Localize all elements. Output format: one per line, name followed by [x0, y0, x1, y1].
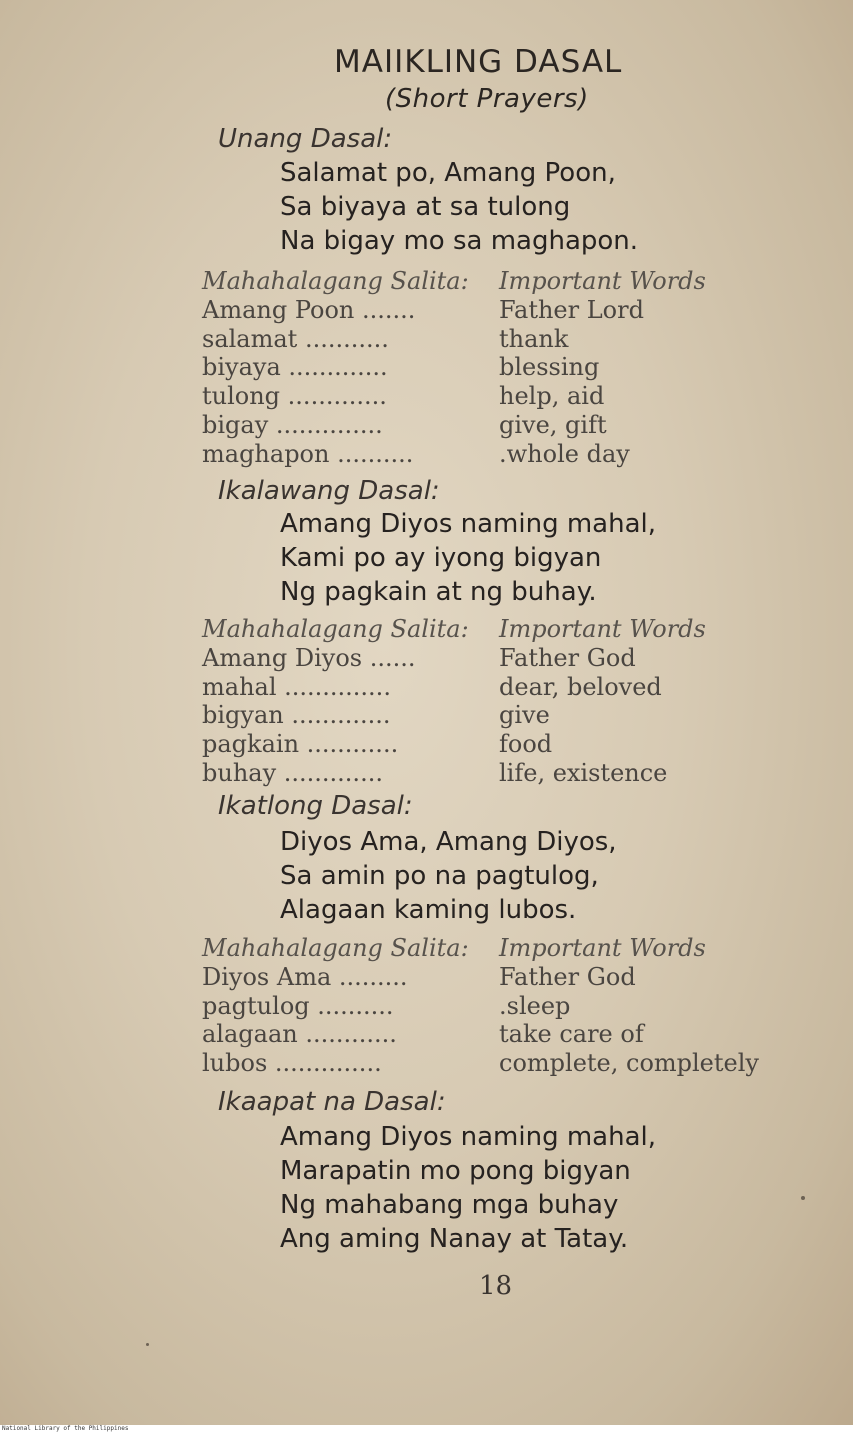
- vocab-term: mahal ..............: [202, 672, 391, 701]
- vocab-meaning: Father Lord: [499, 295, 644, 324]
- vocab-term: salamat ...........: [202, 324, 389, 353]
- vocab-header-left: Mahahalagang Salita:: [202, 615, 469, 643]
- vocab-meaning: dear, beloved: [499, 672, 662, 701]
- vocab-meaning: give, gift: [499, 410, 607, 439]
- vocab-term: lubos ..............: [202, 1049, 382, 1078]
- vocab-header-left: Mahahalagang Salita:: [202, 267, 469, 295]
- prayer-line: Sa amin po na pagtulog,: [280, 861, 599, 891]
- vocab-term: maghapon ..........: [202, 439, 414, 468]
- vocab-term: bigyan .............: [202, 701, 391, 730]
- vocab-header-right: Important Words: [499, 615, 706, 643]
- vocab-meaning: food: [499, 730, 553, 759]
- page-number: 18: [479, 1271, 513, 1301]
- vocab-term: alagaan ............: [202, 1020, 397, 1049]
- prayer-heading-1: Unang Dasal:: [218, 124, 393, 154]
- vocab-header-right: Important Words: [499, 267, 706, 295]
- credit-text: National Library of the Philippines: [2, 1425, 129, 1432]
- vocab-meaning: .whole day: [499, 439, 630, 468]
- vocab-header-right: Important Words: [499, 934, 706, 962]
- vocab-meaning: help, aid: [499, 382, 605, 411]
- prayer-heading-4: Ikaapat na Dasal:: [218, 1087, 446, 1117]
- page-title: MAIIKLING DASAL: [334, 44, 623, 80]
- vocab-term: Diyos Ama .........: [202, 962, 408, 991]
- vocab-term: bigay ..............: [202, 410, 383, 439]
- vocab-term: biyaya .............: [202, 353, 388, 382]
- prayer-text-3: [280, 825, 617, 927]
- vocab-term: Amang Poon .......: [202, 295, 416, 324]
- vocab-meaning: life, existence: [499, 758, 668, 787]
- vocab-term: tulong .............: [202, 382, 387, 411]
- prayer-heading-2: Ikalawang Dasal:: [218, 476, 440, 506]
- prayer-line: Na bigay mo sa maghapon.: [280, 226, 639, 256]
- vocab-meaning: Father God: [499, 643, 636, 672]
- prayer-line: Kami po ay iyong bigyan: [280, 543, 602, 573]
- vocab-term: Amang Diyos ......: [202, 643, 416, 672]
- vocab-meaning: complete, completely: [499, 1049, 759, 1078]
- prayer-text-2: [280, 507, 656, 609]
- vocab-term: pagtulog ..........: [202, 991, 394, 1020]
- vocab-meaning: blessing: [499, 353, 600, 382]
- prayer-heading-3: Ikatlong Dasal:: [218, 791, 413, 821]
- prayer-line: Amang Diyos naming mahal,: [280, 509, 657, 539]
- vocab-meaning: thank: [499, 324, 569, 353]
- vocab-term: buhay .............: [202, 758, 383, 787]
- prayer-line: Salamat po, Amang Poon,: [280, 158, 616, 188]
- paper-speck: [146, 1343, 149, 1346]
- prayer-line: Diyos Ama, Amang Diyos,: [280, 827, 617, 857]
- prayer-line: Ng mahabang mga buhay: [280, 1190, 619, 1220]
- prayer-line: Ng pagkain at ng buhay.: [280, 577, 597, 607]
- prayer-line: Marapatin mo pong bigyan: [280, 1156, 631, 1186]
- prayer-line: Ang aming Nanay at Tatay.: [280, 1224, 629, 1254]
- vocab-meaning: .sleep: [499, 991, 571, 1020]
- prayer-line: Sa biyaya at sa tulong: [280, 192, 571, 222]
- paper-speck: [801, 1196, 805, 1200]
- prayer-line: Amang Diyos naming mahal,: [280, 1122, 657, 1152]
- vocab-meaning: give: [499, 701, 550, 730]
- vocab-term: pagkain ............: [202, 730, 399, 759]
- vocab-meaning: Father God: [499, 962, 636, 991]
- vocab-meaning: take care of: [499, 1020, 644, 1049]
- vocab-header-left: Mahahalagang Salita:: [202, 934, 469, 962]
- prayer-text-4: [280, 1120, 656, 1256]
- page-subtitle: (Short Prayers): [385, 84, 589, 114]
- prayer-text-1: [280, 156, 638, 258]
- prayer-line: Alagaan kaming lubos.: [280, 895, 577, 925]
